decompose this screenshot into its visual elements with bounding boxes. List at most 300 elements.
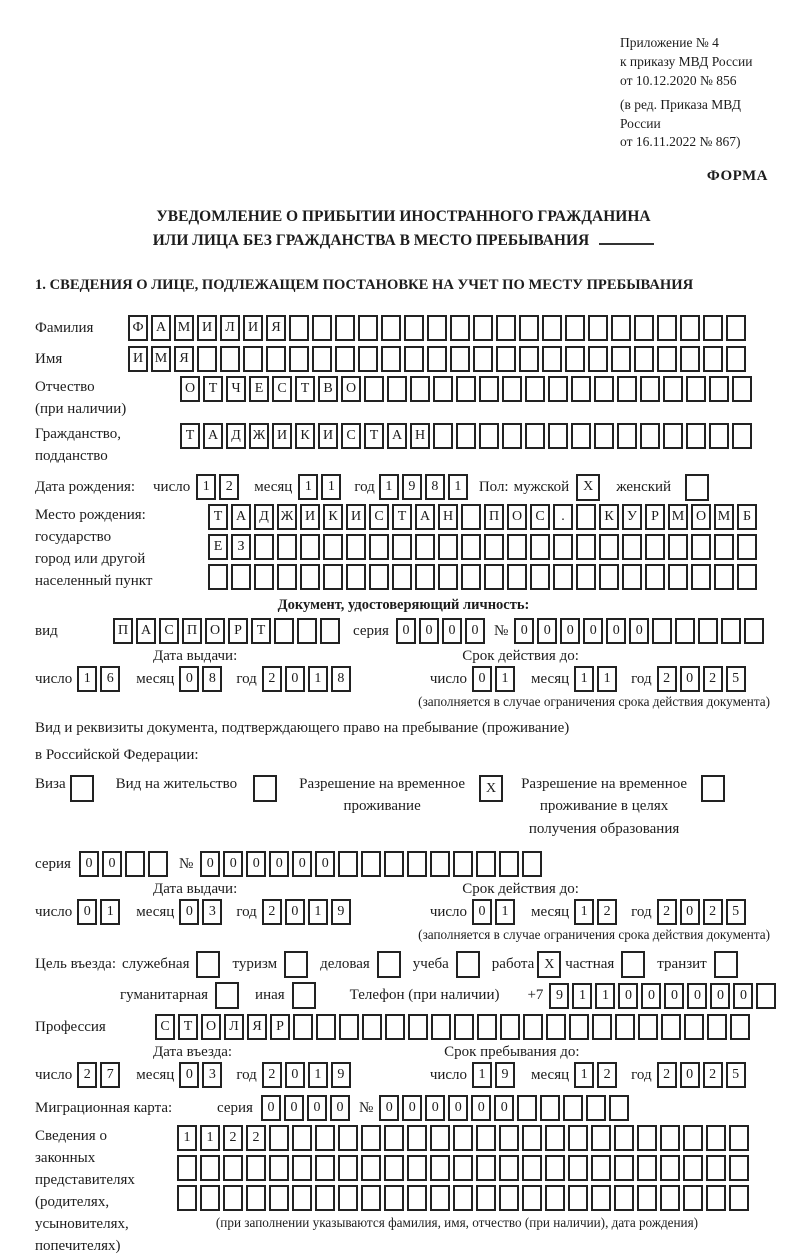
form-cell[interactable]: И [128,346,148,372]
form-cell[interactable] [384,1125,404,1151]
form-cell[interactable] [502,376,522,402]
form-cell[interactable] [430,851,450,877]
form-cell[interactable] [530,534,550,560]
form-cell[interactable]: С [155,1014,175,1040]
form-cell[interactable] [450,346,470,372]
purpose-private-checkbox[interactable] [621,951,645,978]
form-cell[interactable] [254,534,274,560]
form-cell[interactable] [691,564,711,590]
form-cell[interactable] [369,564,389,590]
form-cell[interactable] [392,564,412,590]
form-cell[interactable] [415,534,435,560]
form-cell[interactable] [407,1185,427,1211]
form-cell[interactable]: О [691,504,711,530]
form-cell[interactable]: Р [270,1014,290,1040]
form-cell[interactable] [519,346,539,372]
form-cell[interactable]: 0 [629,618,649,644]
form-cell[interactable] [507,534,527,560]
form-cell[interactable] [652,618,672,644]
form-cell[interactable] [571,423,591,449]
form-cell[interactable]: 2 [657,899,677,925]
form-cell[interactable] [392,534,412,560]
form-cell[interactable] [545,1155,565,1181]
form-cell[interactable]: 0 [687,983,707,1009]
form-cell[interactable] [476,1185,496,1211]
form-cell[interactable]: 0 [680,1062,700,1088]
purpose-transit-checkbox[interactable] [714,951,738,978]
form-cell[interactable] [645,534,665,560]
form-cell[interactable] [346,564,366,590]
form-cell[interactable] [683,1125,703,1151]
form-cell[interactable] [473,315,493,341]
form-cell[interactable]: Т [251,618,271,644]
form-cell[interactable] [706,1185,726,1211]
id-issue-year-cells[interactable] [262,666,354,692]
form-cell[interactable]: Б [737,504,757,530]
form-cell[interactable]: 0 [419,618,439,644]
form-cell[interactable] [346,534,366,560]
form-cell[interactable] [407,1155,427,1181]
form-cell[interactable] [540,1095,560,1121]
form-cell[interactable]: 3 [202,1062,222,1088]
form-cell[interactable]: Я [174,346,194,372]
form-cell[interactable]: О [341,376,361,402]
form-cell[interactable]: 0 [246,851,266,877]
form-cell[interactable]: Т [392,504,412,530]
form-cell[interactable] [384,851,404,877]
form-cell[interactable]: 0 [537,618,557,644]
form-cell[interactable] [637,1125,657,1151]
form-cell[interactable]: 1 [196,474,216,500]
stay-month-cells[interactable] [574,1062,620,1088]
form-cell[interactable] [660,1155,680,1181]
form-cell[interactable] [277,534,297,560]
form-cell[interactable] [522,1185,542,1211]
citizenship-cells[interactable] [180,423,755,449]
mig-number-cells[interactable] [379,1095,632,1121]
res-valid-day-cells[interactable] [472,899,518,925]
form-cell[interactable] [476,1155,496,1181]
form-cell[interactable] [744,618,764,644]
form-cell[interactable] [427,315,447,341]
birth-place-cells-1[interactable] [208,504,760,530]
form-cell[interactable] [721,618,741,644]
form-cell[interactable] [640,376,660,402]
form-cell[interactable]: 2 [262,666,282,692]
form-cell[interactable] [338,1155,358,1181]
res-issue-month-cells[interactable] [179,899,225,925]
stay-year-cells[interactable] [657,1062,749,1088]
form-cell[interactable]: Я [266,315,286,341]
form-cell[interactable]: И [243,315,263,341]
form-cell[interactable]: 0 [179,666,199,692]
form-cell[interactable] [453,1125,473,1151]
form-cell[interactable] [617,423,637,449]
id-issue-month-cells[interactable] [179,666,225,692]
stay-day-cells[interactable] [472,1062,518,1088]
form-cell[interactable] [563,1095,583,1121]
form-cell[interactable] [657,315,677,341]
form-cell[interactable] [358,346,378,372]
form-cell[interactable]: 1 [597,666,617,692]
form-cell[interactable] [730,1014,750,1040]
form-cell[interactable]: С [341,423,361,449]
form-cell[interactable]: Л [220,315,240,341]
form-cell[interactable] [576,504,596,530]
form-cell[interactable] [586,1095,606,1121]
form-cell[interactable] [703,346,723,372]
form-cell[interactable]: 5 [726,666,746,692]
form-cell[interactable]: 0 [102,851,122,877]
form-cell[interactable] [640,423,660,449]
birth-year-cells[interactable] [379,474,471,500]
form-cell[interactable] [548,423,568,449]
res-issue-year-cells[interactable] [262,899,354,925]
form-cell[interactable] [220,346,240,372]
form-cell[interactable]: 2 [262,899,282,925]
form-cell[interactable] [576,564,596,590]
form-cell[interactable] [611,315,631,341]
form-cell[interactable]: 1 [200,1125,220,1151]
form-cell[interactable]: 1 [298,474,318,500]
form-cell[interactable]: 0 [514,618,534,644]
form-cell[interactable] [361,851,381,877]
id-valid-day-cells[interactable] [472,666,518,692]
form-cell[interactable] [476,1125,496,1151]
form-cell[interactable]: Ф [128,315,148,341]
form-cell[interactable] [316,1014,336,1040]
form-cell[interactable]: 0 [261,1095,281,1121]
form-cell[interactable]: А [136,618,156,644]
form-cell[interactable] [430,1185,450,1211]
form-cell[interactable] [456,423,476,449]
id-number-cells[interactable] [514,618,767,644]
form-cell[interactable] [479,423,499,449]
form-cell[interactable] [453,851,473,877]
form-cell[interactable] [707,1014,727,1040]
form-cell[interactable] [312,315,332,341]
form-cell[interactable] [246,1185,266,1211]
form-cell[interactable] [542,315,562,341]
form-cell[interactable] [507,564,527,590]
birth-place-cells-3[interactable] [208,564,760,590]
name-cells[interactable] [128,346,749,372]
form-cell[interactable] [312,346,332,372]
form-cell[interactable]: 0 [77,899,97,925]
form-cell[interactable] [726,346,746,372]
form-cell[interactable]: 1 [472,1062,492,1088]
male-checkbox[interactable]: X [576,474,600,501]
form-cell[interactable] [456,376,476,402]
form-cell[interactable] [686,423,706,449]
form-cell[interactable]: А [203,423,223,449]
form-cell[interactable] [427,346,447,372]
purpose-humanitarian-checkbox[interactable] [215,982,239,1009]
res-issue-day-cells[interactable] [77,899,123,925]
form-cell[interactable]: С [369,504,389,530]
form-cell[interactable] [525,423,545,449]
form-cell[interactable]: Ч [226,376,246,402]
form-cell[interactable] [438,564,458,590]
form-cell[interactable]: Т [295,376,315,402]
form-cell[interactable] [292,1125,312,1151]
form-cell[interactable] [292,1185,312,1211]
purpose-business-checkbox[interactable] [377,951,401,978]
form-cell[interactable] [320,618,340,644]
mig-series-cells[interactable] [261,1095,353,1121]
id-issue-day-cells[interactable] [77,666,123,692]
form-cell[interactable] [614,1155,634,1181]
form-cell[interactable]: М [668,504,688,530]
form-cell[interactable] [709,423,729,449]
form-cell[interactable] [358,315,378,341]
form-cell[interactable] [530,564,550,590]
form-cell[interactable]: К [323,504,343,530]
form-cell[interactable]: У [622,504,642,530]
form-cell[interactable]: М [174,315,194,341]
form-cell[interactable] [634,346,654,372]
form-cell[interactable] [594,376,614,402]
form-cell[interactable] [714,534,734,560]
form-cell[interactable]: И [346,504,366,530]
form-cell[interactable] [407,1125,427,1151]
temp-residence-edu-checkbox[interactable] [701,775,725,802]
form-cell[interactable] [404,315,424,341]
form-cell[interactable]: 0 [606,618,626,644]
form-cell[interactable]: А [231,504,251,530]
form-cell[interactable]: 9 [495,1062,515,1088]
form-cell[interactable]: М [151,346,171,372]
form-cell[interactable] [729,1125,749,1151]
form-cell[interactable]: 1 [448,474,468,500]
form-cell[interactable]: 2 [262,1062,282,1088]
form-cell[interactable] [289,315,309,341]
form-cell[interactable] [729,1155,749,1181]
form-cell[interactable] [335,346,355,372]
form-cell[interactable]: Т [364,423,384,449]
form-cell[interactable] [569,1014,589,1040]
form-cell[interactable]: 2 [657,1062,677,1088]
form-cell[interactable] [473,346,493,372]
form-cell[interactable]: 0 [223,851,243,877]
form-cell[interactable]: 0 [285,666,305,692]
entry-day-cells[interactable] [77,1062,123,1088]
form-cell[interactable] [293,1014,313,1040]
form-cell[interactable]: 1 [321,474,341,500]
form-cell[interactable] [737,564,757,590]
form-cell[interactable]: Ж [249,423,269,449]
form-cell[interactable]: 1 [379,474,399,500]
form-cell[interactable] [461,534,481,560]
form-cell[interactable]: 9 [549,983,569,1009]
form-cell[interactable]: 1 [308,1062,328,1088]
form-cell[interactable]: 1 [595,983,615,1009]
form-cell[interactable] [703,315,723,341]
form-cell[interactable]: 1 [308,666,328,692]
birth-month-cells[interactable] [298,474,344,500]
form-cell[interactable] [254,564,274,590]
form-cell[interactable]: 0 [618,983,638,1009]
form-cell[interactable] [714,564,734,590]
purpose-other-checkbox[interactable] [292,982,316,1009]
form-cell[interactable]: 0 [710,983,730,1009]
res-valid-month-cells[interactable] [574,899,620,925]
form-cell[interactable] [369,534,389,560]
form-cell[interactable]: О [180,376,200,402]
purpose-tourism-checkbox[interactable] [284,951,308,978]
form-cell[interactable] [450,315,470,341]
form-cell[interactable] [433,423,453,449]
form-cell[interactable]: О [201,1014,221,1040]
form-cell[interactable]: О [507,504,527,530]
form-cell[interactable]: Д [254,504,274,530]
form-cell[interactable] [323,564,343,590]
form-cell[interactable]: 9 [331,1062,351,1088]
form-cell[interactable]: 1 [308,899,328,925]
form-cell[interactable] [522,1125,542,1151]
form-cell[interactable]: Е [249,376,269,402]
form-cell[interactable]: 0 [680,666,700,692]
form-cell[interactable]: 0 [79,851,99,877]
form-cell[interactable] [525,376,545,402]
form-cell[interactable]: Ж [277,504,297,530]
form-cell[interactable]: 2 [657,666,677,692]
form-cell[interactable] [576,534,596,560]
form-cell[interactable]: Н [438,504,458,530]
form-cell[interactable] [415,564,435,590]
entry-year-cells[interactable] [262,1062,354,1088]
form-cell[interactable]: Е [208,534,228,560]
form-cell[interactable]: 2 [597,899,617,925]
birth-day-cells[interactable] [196,474,242,500]
form-cell[interactable]: П [182,618,202,644]
form-cell[interactable] [553,564,573,590]
purpose-official-checkbox[interactable] [196,951,220,978]
form-cell[interactable] [617,376,637,402]
form-cell[interactable] [246,1155,266,1181]
form-cell[interactable]: 0 [494,1095,514,1121]
form-cell[interactable] [361,1125,381,1151]
profession-cells[interactable] [155,1014,753,1040]
form-cell[interactable] [614,1125,634,1151]
form-cell[interactable] [476,851,496,877]
form-cell[interactable] [338,1125,358,1151]
form-cell[interactable]: 1 [574,666,594,692]
form-cell[interactable] [438,534,458,560]
form-cell[interactable]: Н [410,423,430,449]
form-cell[interactable] [691,534,711,560]
form-cell[interactable] [698,618,718,644]
form-cell[interactable]: И [318,423,338,449]
form-cell[interactable] [461,504,481,530]
form-cell[interactable] [499,1155,519,1181]
form-cell[interactable]: К [599,504,619,530]
form-cell[interactable] [407,851,427,877]
form-cell[interactable]: 1 [495,899,515,925]
form-cell[interactable] [545,1125,565,1151]
form-cell[interactable]: 9 [331,899,351,925]
form-cell[interactable]: 3 [202,899,222,925]
form-cell[interactable]: 5 [726,899,746,925]
form-cell[interactable]: 0 [583,618,603,644]
form-cell[interactable] [231,564,251,590]
form-cell[interactable]: 5 [726,1062,746,1088]
form-cell[interactable]: Р [228,618,248,644]
form-cell[interactable]: 0 [307,1095,327,1121]
form-cell[interactable] [361,1185,381,1211]
form-cell[interactable] [657,346,677,372]
form-cell[interactable] [269,1125,289,1151]
form-cell[interactable] [223,1185,243,1211]
form-cell[interactable]: А [415,504,435,530]
form-cell[interactable] [404,346,424,372]
form-cell[interactable] [706,1125,726,1151]
form-cell[interactable] [637,1185,657,1211]
form-cell[interactable] [614,1185,634,1211]
representatives-cells-2[interactable] [177,1155,752,1181]
form-cell[interactable] [756,983,776,1009]
form-cell[interactable] [430,1125,450,1151]
form-cell[interactable] [591,1155,611,1181]
form-cell[interactable]: 1 [77,666,97,692]
form-cell[interactable]: 1 [100,899,120,925]
form-cell[interactable] [568,1155,588,1181]
form-cell[interactable] [477,1014,497,1040]
form-cell[interactable]: 0 [379,1095,399,1121]
form-cell[interactable] [385,1014,405,1040]
form-cell[interactable]: 0 [330,1095,350,1121]
id-valid-month-cells[interactable] [574,666,620,692]
form-cell[interactable] [522,1155,542,1181]
form-cell[interactable]: А [151,315,171,341]
res-valid-year-cells[interactable] [657,899,749,925]
form-cell[interactable]: 0 [179,899,199,925]
form-cell[interactable]: Т [178,1014,198,1040]
residence-permit-checkbox[interactable] [253,775,277,802]
form-cell[interactable] [732,376,752,402]
form-cell[interactable] [686,376,706,402]
form-cell[interactable] [223,1155,243,1181]
form-cell[interactable]: 2 [703,666,723,692]
form-cell[interactable] [200,1155,220,1181]
doc-type-cells[interactable] [113,618,343,644]
form-cell[interactable]: 2 [77,1062,97,1088]
form-cell[interactable] [594,423,614,449]
form-cell[interactable]: Т [203,376,223,402]
form-cell[interactable] [565,346,585,372]
form-cell[interactable]: 0 [179,1062,199,1088]
patronymic-cells[interactable] [180,376,755,402]
form-cell[interactable]: 7 [100,1062,120,1088]
form-cell[interactable] [660,1125,680,1151]
form-cell[interactable] [683,1185,703,1211]
form-cell[interactable]: 0 [472,666,492,692]
form-cell[interactable]: 2 [703,1062,723,1088]
form-cell[interactable] [588,346,608,372]
form-cell[interactable] [292,1155,312,1181]
form-cell[interactable]: И [197,315,217,341]
form-cell[interactable] [615,1014,635,1040]
id-valid-year-cells[interactable] [657,666,749,692]
form-cell[interactable] [548,376,568,402]
form-cell[interactable] [430,1155,450,1181]
form-cell[interactable] [634,315,654,341]
form-cell[interactable] [431,1014,451,1040]
form-cell[interactable]: 1 [572,983,592,1009]
form-cell[interactable] [499,851,519,877]
form-cell[interactable]: 0 [285,899,305,925]
form-cell[interactable] [338,1185,358,1211]
